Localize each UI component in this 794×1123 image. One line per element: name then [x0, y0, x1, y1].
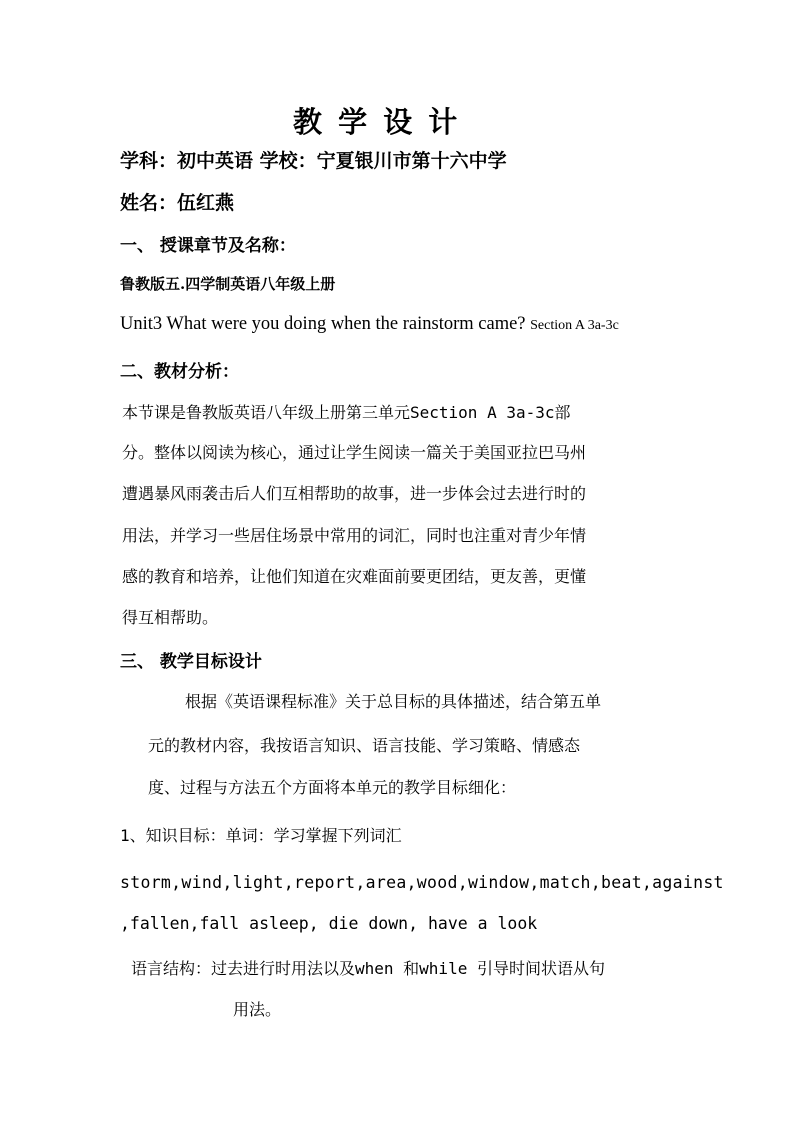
- analysis-line: 分。整体以阅读为核心，通过让学生阅读一篇关于美国亚拉巴马州: [122, 443, 587, 462]
- objective-intro-line: 元的教材内容，我按语言知识、语言技能、学习策略、情感态: [148, 736, 581, 755]
- analysis-line: 遭遇暴风雨袭击后人们互相帮助的故事，进一步体会过去进行时的: [122, 484, 587, 503]
- unit-title-main: Unit3 What were you doing when the rainstorm came?: [120, 314, 531, 334]
- vocabulary-line: ,fallen,fall asleep, die down, have a look: [120, 914, 538, 933]
- unit-section: Section A 3a-3c: [530, 318, 619, 333]
- section1-heading: 一、 授课章节及名称：: [120, 236, 296, 256]
- vocabulary-line: storm,wind,light,report,area,wood,window,match,beat,against: [120, 873, 724, 892]
- structure-line: 语言结构：过去进行时用法以及when 和while 引导时间状语从句: [131, 959, 605, 978]
- section2-heading: 二、教材分析：: [120, 362, 239, 382]
- subject-school-line: 学科：初中英语 学校：宁夏银川市第十六中学: [120, 150, 507, 172]
- teacher-name-line: 姓名：伍红燕: [120, 192, 235, 214]
- section3-heading: 三、 教学目标设计: [120, 652, 262, 672]
- knowledge-goal-line: 1、知识目标：单词：学习掌握下列词汇: [120, 826, 402, 845]
- objective-intro-line: 度、过程与方法五个方面将本单元的教学目标细化：: [148, 778, 517, 797]
- analysis-line: 得互相帮助。: [122, 608, 219, 627]
- analysis-line: 本节课是鲁教版英语八年级上册第三单元Section A 3a-3c部: [122, 403, 571, 422]
- analysis-line: 感的教育和培养，让他们知道在灾难面前要更团结，更友善，更懂: [122, 567, 587, 586]
- unit-title-line: [120, 314, 619, 335]
- objective-intro-line: 根据《英语课程标准》关于总目标的具体描述，结合第五单: [185, 692, 602, 711]
- analysis-line: 用法，并学习一些居住场景中常用的词汇，同时也注重对青少年情: [122, 526, 587, 545]
- document-title: 教 学 设 计: [293, 105, 461, 139]
- structure-line: 用法。: [233, 1000, 282, 1019]
- textbook-line: 鲁教版五.四学制英语八年级上册: [120, 275, 336, 293]
